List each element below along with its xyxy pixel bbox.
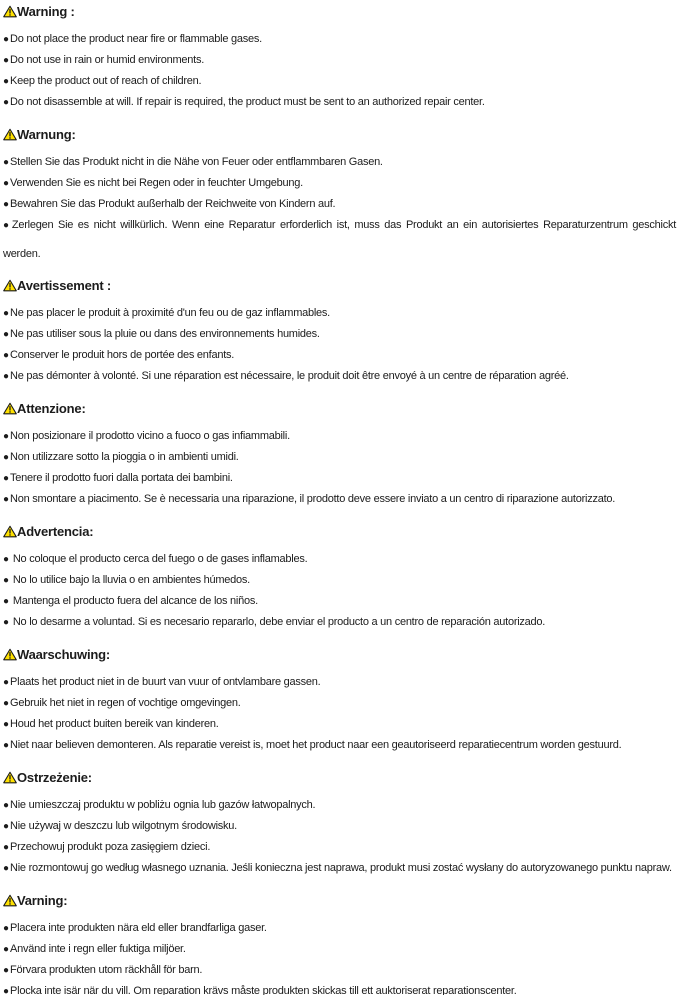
warning-section-italian [3,399,676,514]
section-heading-text: Waarschuwing: [17,647,110,662]
bullet-icon: ● [3,199,10,210]
bullet-icon: ● [3,965,10,976]
bullet-icon: ● [3,329,10,340]
warning-item-text: Ne pas utiliser sous la pluie ou dans des environnements humides. [10,328,320,340]
section-heading-text: Avertissement : [17,278,112,293]
warning-item-text: Conserver le produit hors de portée des enfants. [10,349,235,361]
bullet-icon: ● [3,944,10,955]
bullet-icon: ● [3,800,10,811]
warning-item-text: Ne pas démonter à volonté. Si une réparation est nécessaire, le produit doit être envoyé à un centre de réparation agréé. [10,370,569,382]
warning-item-text: Przechowuj produkt poza zasięgiem dzieci. [10,841,211,853]
bullet-icon: ● [3,350,10,361]
section-heading-text: Ostrzeżenie: [17,770,92,785]
section-heading [3,276,676,296]
warning-item-text: Do not place the product near fire or flammable gases. [10,33,262,45]
bullet-icon: ● [3,220,11,231]
bullet-icon: ● [3,740,10,751]
section-heading-text: Varning: [17,893,68,908]
warning-item-text: Nie rozmontowuj go według własnego uznania. Jeśli konieczna jest naprawa, produkt musi zostać wysłany do autoryzowanego punktu napraw. [10,862,672,874]
warning-item-text: Do not use in rain or humid environments. [10,54,205,66]
bullet-icon: ● [3,554,10,565]
warning-triangle-icon [3,894,17,907]
section-heading-text: Warnung: [17,127,76,142]
warning-section-english [3,2,676,117]
bullet-icon: ● [3,308,10,319]
bullet-icon: ● [3,719,10,730]
section-heading-text: Attenzione: [17,401,86,416]
warning-triangle-icon [3,525,17,538]
warning-item-text: Plocka inte isär när du vill. Om reparation krävs måste produkten skickas till ett auktoriserat reparationscenter. [10,985,517,995]
warning-item-text: Förvara produkten utom räckhåll för barn. [10,964,203,976]
warning-item [3,977,676,995]
warning-item-text: Placera inte produkten nära eld eller brandfarliga gaser. [10,922,267,934]
warning-section-german [3,125,676,268]
warning-item [3,211,676,268]
warning-item [3,485,676,514]
warning-item-text: Ne pas placer le produit à proximité d'un feu ou de gaz inflammables. [10,307,330,319]
warning-item [3,88,676,117]
warning-triangle-icon [3,5,17,18]
warning-section-spanish [3,522,676,637]
warning-item-text: Plaats het product niet in de buurt van vuur of ontvlambare gassen. [10,676,321,688]
bullet-icon: ● [3,494,10,505]
warning-triangle-icon [3,771,17,784]
bullet-icon: ● [3,371,10,382]
warning-item-text: Non utilizzare sotto la pioggia o in ambienti umidi. [10,451,239,463]
warning-item-text: Non posizionare il prodotto vicino a fuoco o gas infiammabili. [10,430,290,442]
section-heading [3,768,676,788]
section-heading [3,399,676,419]
warning-section-swedish [3,891,676,995]
section-heading [3,645,676,665]
warning-item-text: Använd inte i regn eller fuktiga miljöer. [10,943,186,955]
warning-item-text: Zerlegen Sie es nicht willkürlich. Wenn eine Reparatur erforderlich ist, muss das Produkt an ein autorisiertes Reparaturzentrum geschickt werden. [3,219,676,260]
warning-item [3,854,676,883]
warning-section-polish [3,768,676,883]
bullet-icon: ● [3,698,10,709]
bullet-icon: ● [3,677,10,688]
bullet-icon: ● [3,178,10,189]
warning-triangle-icon [3,128,17,141]
warning-item-text: No coloque el producto cerca del fuego o de gases inflamables. [10,553,308,565]
bullet-icon: ● [3,617,10,628]
warning-item-text: Nie używaj w deszczu lub wilgotnym środowisku. [10,820,237,832]
warning-triangle-icon [3,279,17,292]
warning-triangle-icon [3,402,17,415]
bullet-icon: ● [3,596,10,607]
warning-item [3,608,676,637]
warning-item-text: Stellen Sie das Produkt nicht in die Nähe von Feuer oder entflammbaren Gasen. [10,156,383,168]
bullet-icon: ● [3,986,10,995]
warning-item [3,362,676,391]
bullet-icon: ● [3,452,10,463]
section-heading-text: Warning : [17,4,75,19]
warning-item-text: Do not disassemble at will. If repair is required, the product must be sent to an authorized repair center. [10,96,485,108]
bullet-icon: ● [3,575,10,586]
section-heading [3,2,676,22]
warning-item-text: Keep the product out of reach of children. [10,75,202,87]
bullet-icon: ● [3,157,10,168]
warning-section-dutch [3,645,676,760]
bullet-icon: ● [3,821,10,832]
bullet-icon: ● [3,55,10,66]
warning-triangle-icon [3,648,17,661]
bullet-icon: ● [3,923,10,934]
bullet-icon: ● [3,431,10,442]
warning-item-text: No lo utilice bajo la lluvia o en ambientes húmedos. [10,574,250,586]
bullet-icon: ● [3,97,10,108]
bullet-icon: ● [3,842,10,853]
warning-item [3,731,676,760]
warning-item-text: Nie umieszczaj produktu w pobliżu ognia lub gazów łatwopalnych. [10,799,316,811]
warning-item-text: Verwenden Sie es nicht bei Regen oder in feuchter Umgebung. [10,177,303,189]
warning-item-text: No lo desarme a voluntad. Si es necesario repararlo, debe enviar el producto a un centro de reparación autorizado. [10,616,546,628]
warning-item-text: Gebruik het niet in regen of vochtige omgevingen. [10,697,241,709]
warning-item-text: Niet naar believen demonteren. Als reparatie vereist is, moet het product naar een geautoriseerd reparatiecentrum worden gestuurd. [10,739,622,751]
section-heading-text: Advertencia: [17,524,94,539]
warning-item-text: Bewahren Sie das Produkt außerhalb der Reichweite von Kindern auf. [10,198,336,210]
bullet-icon: ● [3,473,10,484]
bullet-icon: ● [3,34,10,45]
section-heading [3,125,676,145]
warning-item-text: Houd het product buiten bereik van kinderen. [10,718,219,730]
section-heading [3,522,676,542]
warning-item-text: Non smontare a piacimento. Se è necessaria una riparazione, il prodotto deve essere inviato a un centro di riparazione autorizzato. [10,493,616,505]
warning-item-text: Mantenga el producto fuera del alcance de los niños. [10,595,258,607]
bullet-icon: ● [3,863,10,874]
warning-item-text: Tenere il prodotto fuori dalla portata dei bambini. [10,472,233,484]
bullet-icon: ● [3,76,10,87]
section-heading [3,891,676,911]
warning-section-french [3,276,676,391]
